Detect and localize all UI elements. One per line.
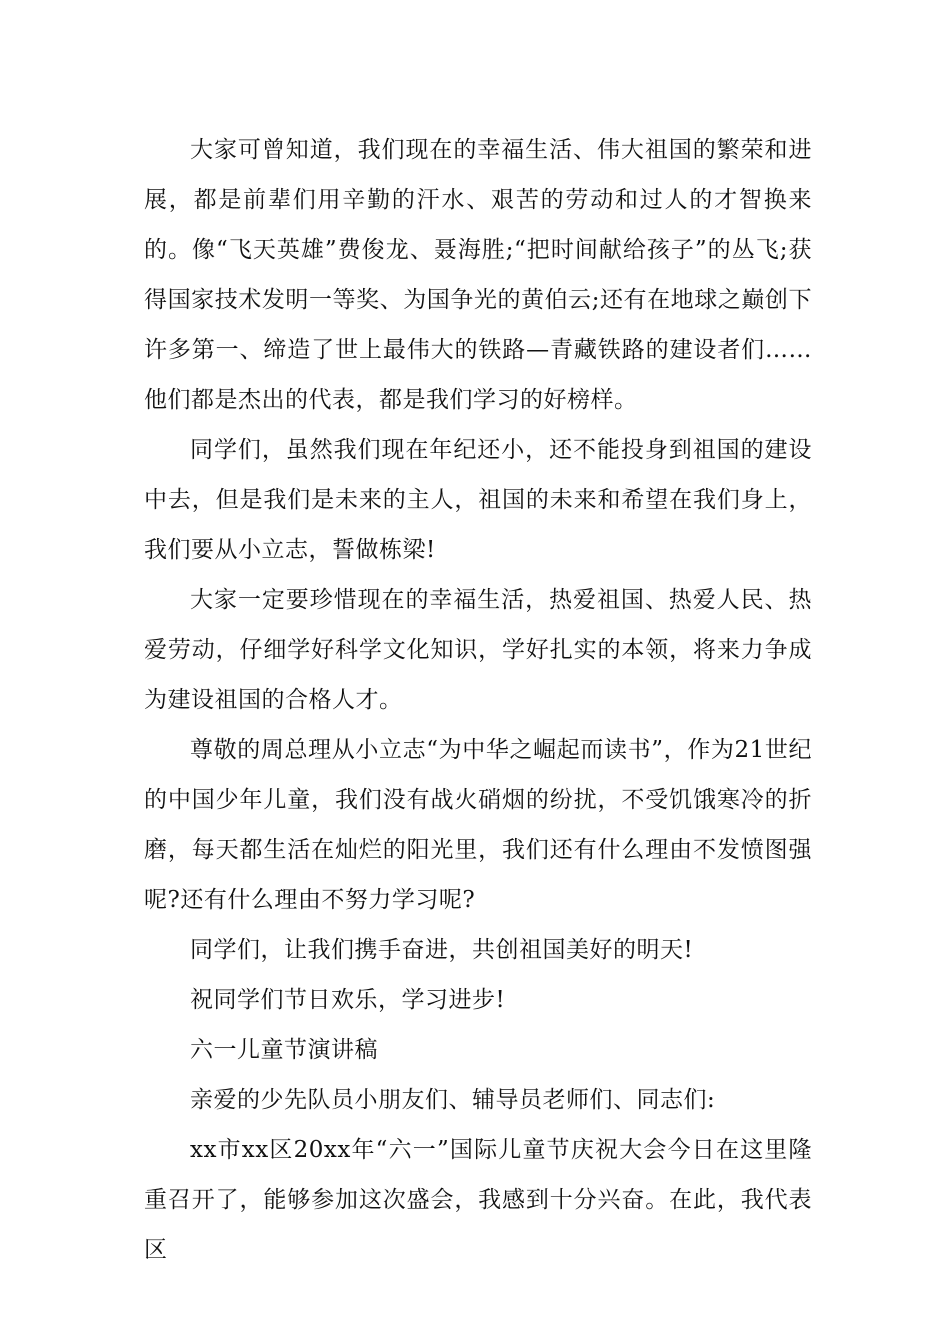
paragraph-6: 祝同学们节日欢乐，学习进步!: [190, 987, 506, 1013]
salutation: 亲爱的少先队员小朋友们、辅导员老师们、同志们:: [190, 1087, 716, 1113]
paragraph-1: 大家可曾知道，我们现在的幸福生活、伟大祖国的繁荣和进展，都是前辈们用辛勤的汗水、艰苦的劳动和过人的才智换来的。像“飞天英雄”费俊龙、聂海胜;“把时间献给孩子”的丛飞;获得国家技术发明一等奖、为国争光的黄伯云;还有在地球之巅创下许多第一、缔造了世上最伟大的铁路—青藏铁路的建设者们……他们都是杰出的代表，都是我们学习的好榜样。: [144, 137, 812, 413]
paragraph-2: 同学们，虽然我们现在年纪还小，还不能投身到祖国的建设中去，但是我们是未来的主人，祖国的未来和希望在我们身上，我们要从小立志，誓做栋梁!: [144, 437, 812, 563]
paragraph-4: 尊敬的周总理从小立志“为中华之崛起而读书”，作为21世纪的中国少年儿童，我们没有战火硝烟的纷扰，不受饥饿寒冷的折磨，每天都生活在灿烂的阳光里，我们还有什么理由不发愤图强呢?还有什么理由不努力学习呢?: [144, 737, 812, 913]
paragraph-3: 大家一定要珍惜现在的幸福生活，热爱祖国、热爱人民、热爱劳动，仔细学好科学文化知识，学好扎实的本领，将来力争成为建设祖国的合格人才。: [144, 587, 812, 713]
section-title: 六一儿童节演讲稿: [190, 1037, 378, 1063]
paragraph-5: 同学们，让我们携手奋进，共创祖国美好的明天!: [190, 937, 694, 963]
paragraph-9: xx市xx区20xx年“六一”国际儿童节庆祝大会今日在这里隆重召开了，能够参加这次盛会，我感到十分兴奋。在此，我代表区: [144, 1137, 812, 1263]
document-body: [144, 125, 812, 1275]
